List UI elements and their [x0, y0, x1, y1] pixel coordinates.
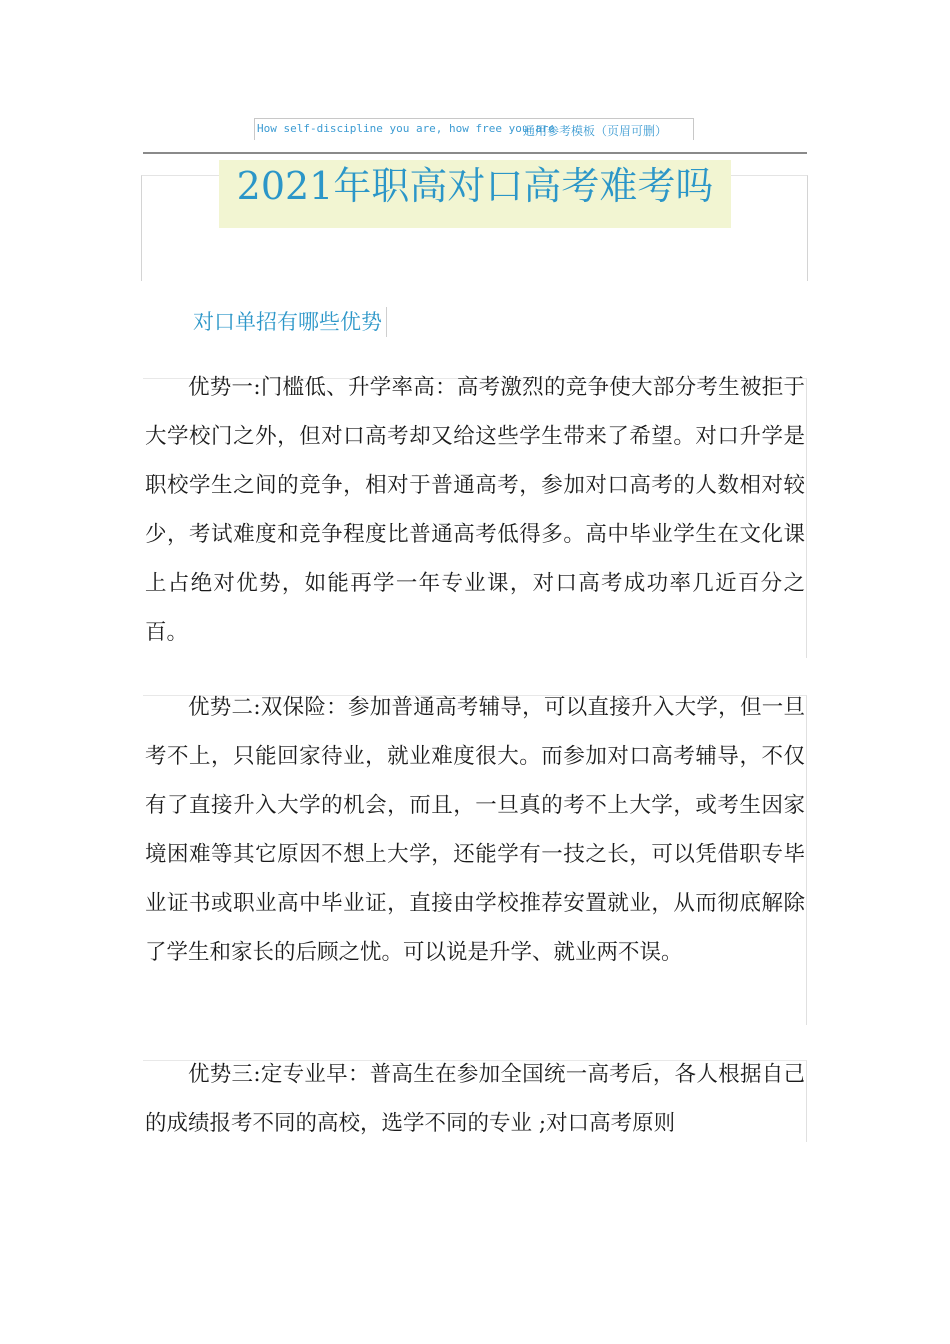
- paragraph-advantage-two: 优势二:双保险：参加普通高考辅导，可以直接升入大学，但一旦考不上，只能回家待业，就业难度很大。而参加对口高考辅导，不仅有了直接升入大学的机会，而且，一旦真的考不上大学，或考生因家境困难等其它原因不想上大学，还能学有一技之长，可以凭借职专毕业证书或职业高中毕业证，直接由学校推荐安置就业，从而彻底解除了学生和家长的后顾之忧。可以说是升学、就业两不误。: [145, 695, 805, 965]
- document-title: 2021年职高对口高考难考吗: [236, 164, 714, 208]
- section-heading: 对口单招有哪些优势: [193, 307, 387, 337]
- header-english-text: How self-discipline you are, how free you are: [257, 122, 556, 135]
- header-chinese-text: 通用参考模板（页眉可删）: [523, 124, 668, 138]
- page-header: [254, 118, 694, 140]
- paragraph-advantage-one: 优势一:门槛低、升学率高：高考激烈的竞争使大部分考生被拒于大学校门之外，但对口高考却又给这些学生带来了希望。对口升学是职校学生之间的竞争，相对于普通高考，参加对口高考的人数相对较少，考试难度和竞争程度比普通高考低得多。高中毕业学生在文化课上占绝对优势，如能再学一年专业课，对口高考成功率几近百分之百。: [145, 375, 805, 645]
- paragraph-advantage-three: 优势三:定专业早：普高生在参加全国统一高考后，各人根据自己的成绩报考不同的高校，选学不同的专业 ;对口高考原则: [145, 1062, 805, 1136]
- header-divider: [143, 152, 807, 154]
